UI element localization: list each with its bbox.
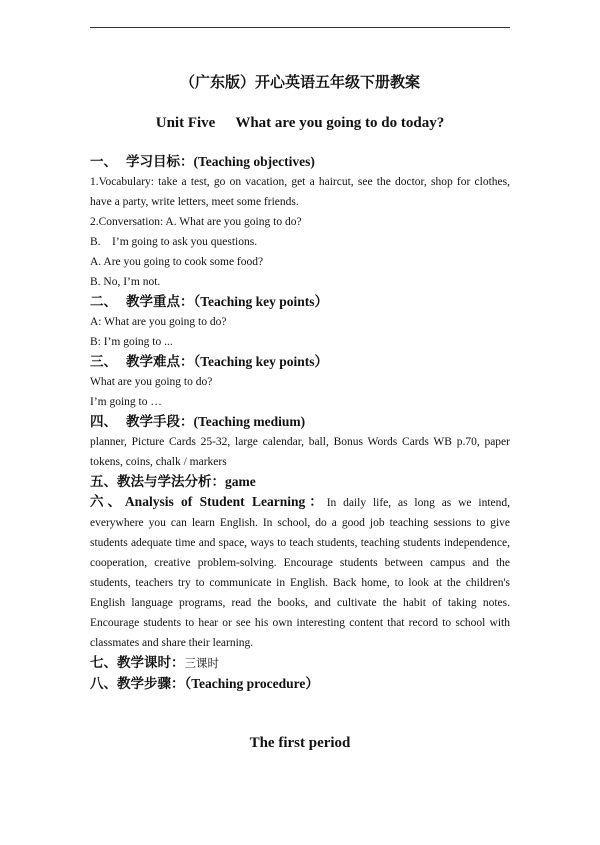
- section-heading-analysis: 六、Analysis of Student Learning：: [90, 494, 327, 509]
- student-learning-analysis: [90, 492, 510, 653]
- key-point-line-b: B: I’m going to ...: [90, 336, 173, 348]
- objective-line-b: B. I’m going to ask you questions.: [90, 236, 258, 248]
- section-heading-methods: 五、教法与学法分析：game: [90, 474, 256, 489]
- objective-conversation: 2.Conversation: A. What are you going to do?: [90, 216, 302, 228]
- document-body: [90, 152, 510, 694]
- section-heading-periods: 七、教学课时：三课时: [90, 655, 219, 670]
- analysis-text: In daily life, as long as we intend, everywhere you can learn English. In school, do a good job teaching sessions to give students adequate time and space, ways to teach students, teaching students independence, cooperation, creative problem-solving. Encourage students between campus and the students, teachers try to communicate in English. Back home, to look at the children's English language programs, read the books, and cultivate the habit of taking notes. Encourage students to hear or see his own interesting content that record to school with classmates and share their learning.: [90, 497, 510, 649]
- periods-value: 三课时: [184, 658, 219, 670]
- unit-question: What are you going to do today?: [235, 115, 445, 131]
- key-point-line-a: A: What are you going to do?: [90, 316, 227, 328]
- objective-line-b2: B. No, I’m not.: [90, 276, 161, 288]
- difficult-point-line-2: I’m going to …: [90, 396, 162, 408]
- section-heading-key-points: 二、 教学重点：（Teaching key points）: [90, 294, 329, 309]
- section-heading-difficult-points: 三、 教学难点：（Teaching key points）: [90, 354, 329, 369]
- section-heading-procedure: 八、教学步骤：（Teaching procedure）: [90, 676, 319, 691]
- objective-line-a2: A. Are you going to cook some food?: [90, 256, 264, 268]
- objective-vocabulary: 1.Vocabulary: take a test, go on vacation, get a haircut, see the doctor, shop for clothes, have a party, write letters, meet some friends.: [90, 176, 510, 208]
- section-heading-objectives: 一、 学习目标：(Teaching objectives): [90, 154, 315, 169]
- document-title: （广东版）开心英语五年级下册教案: [179, 75, 420, 91]
- teaching-medium-list: planner, Picture Cards 25-32, large calendar, ball, Bonus Words Cards WB p.70, paper tokens, coins, chalk / markers: [90, 436, 510, 468]
- unit-title: [0, 115, 600, 132]
- header-rule: [90, 27, 510, 28]
- unit-label: Unit Five: [155, 115, 216, 131]
- section-heading-medium: 四、 教学手段：(Teaching medium): [90, 414, 306, 429]
- difficult-point-line-1: What are you going to do?: [90, 376, 213, 388]
- period-title: The first period: [249, 735, 351, 751]
